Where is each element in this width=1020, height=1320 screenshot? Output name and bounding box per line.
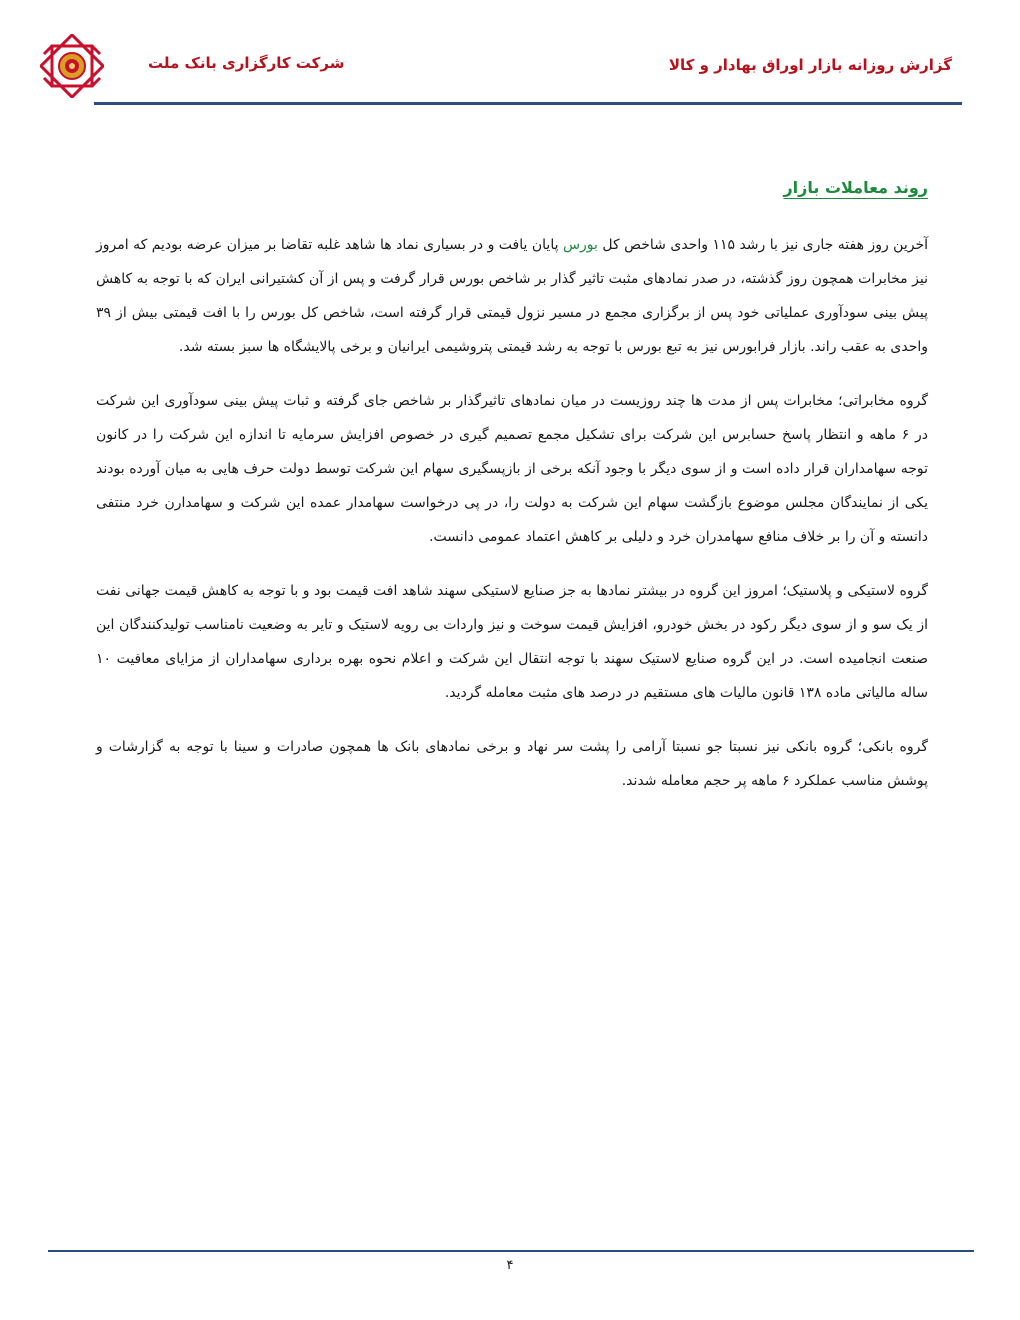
paragraph-market-overview [96, 228, 928, 364]
bank-mellat-logo-icon [40, 34, 104, 98]
page-number: ۴ [506, 1258, 514, 1273]
paragraph-text: پایان یافت و در بسیاری نماد ها شاهد غلبه تقاضا بر میزان عرضه بودیم که امروز نیز مخابرات همچون روز گذشته، در صدر نمادهای مثبت تاثیر گذار بر شاخص بورس قرار گرفت و پس از آن کشتیرانی ایران که با توجه به کاهش پیش بینی سودآوری عملیاتی خود پس از برگزاری مجمع در مسیر نزول قیمتی قرار گرفته است، شاخص کل بورس را با افت قیمتی بیش از ۳۹ واحدی به عقب راند. بازار فرابورس نیز به تبع بورس با توجه به رشد قیمتی پتروشیمی ایرانیان و برخی پالایشگاه ها سبز بسته شد. [96, 237, 928, 355]
company-name: شرکت کارگزاری بانک ملت [148, 54, 345, 72]
paragraph-rubber-plastic: گروه لاستیکی و پلاستیک؛ امروز این گروه در بیشتر نمادها به جز صنایع لاستیکی سهند شاهد افت قیمت بود و با توجه به کاهش قیمت جهانی نفت از یک سو و از سوی دیگر رکود در بخش خودرو، افزایش قیمت سوخت و نیز واردات بی رویه لاستیک و تایر به وضعیت نامناسب تولیدکنندگان این صنعت انجامیده است. در این گروه صنایع لاستیک سهند با توجه انتقال این شرکت و اعلام نحوه بهره برداری سهامداران از مزایای معافیت ۱۰ ساله مالیاتی ماده ۱۳۸ قانون مالیات های مستقیم در درصد های مثبت معامله گردید. [96, 583, 928, 701]
page-header [0, 0, 1020, 108]
paragraph-telecom: گروه مخابراتی؛ مخابرات پس از مدت ها چند روزیست در میان نمادهای تاثیرگذار بر شاخص جای گرفته و ثبات پیش بینی سودآوری این شرکت در ۶ ماهه و انتظار پاسخ حسابرس این شرکت برای تشکیل مجمع تصمیم گیری در خصوص افزایش سرمایه تا اندازه این شرکت را در کانون توجه سهامداران قرار داده است و از سوی دیگر با وجود آنکه برخی از بازپسگیری سهام این شرکت توسط دولت حرف هایی به میان آورده بودند یکی از نمایندگان مجلس موضوع بازگشت سهام این شرکت به دولت را، در پی درخواست سهامدار عمده این شرکت و سهامدارن خرد منتفی دانسته و آن را بر خلاف منافع سهامدران خرد و دلیلی بر کاهش اعتماد عمومی دانست. [96, 393, 928, 545]
bourse-highlight: بورس [562, 237, 598, 253]
report-title: گزارش روزانه بازار اوراق بهادار و کالا [668, 56, 952, 74]
report-body [96, 228, 928, 818]
paragraph-text: آخرین روز هفته جاری نیز با رشد ۱۱۵ واحدی شاخص کل [597, 237, 928, 253]
section-title: روند معاملات بازار [783, 178, 928, 197]
logo-graphic [40, 34, 104, 98]
header-rule [94, 102, 962, 105]
footer-rule [48, 1250, 974, 1252]
paragraph-banking: گروه بانکی؛ گروه بانکی نیز نسبتا جو نسبتا آرامی را پشت سر نهاد و برخی نمادهای بانک ها همچون صادرات و سینا با توجه به گزارشات و پوشش مناسب عملکرد ۶ ماهه پر حجم معامله شدند. [96, 739, 928, 789]
